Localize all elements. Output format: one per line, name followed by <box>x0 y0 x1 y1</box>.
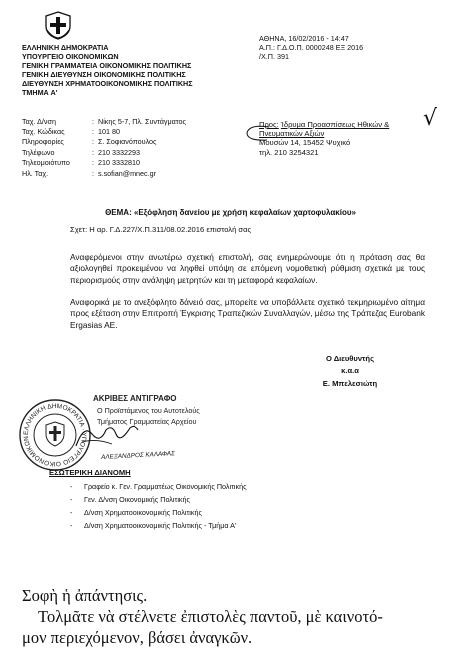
recipient-prefix: Προς: <box>259 120 279 129</box>
footer-line: μον περιεχόμενον, βάσει ἀναγκῶν. <box>22 628 253 647</box>
contact-value: 101 80 <box>98 127 120 137</box>
org-line: ΥΠΟΥΡΓΕΙΟ ΟΙΚΟΝΟΜΙΚΩΝ <box>22 52 119 61</box>
list-item: - Δ/νση Χρηματοοικονομικής Πολιτικής - Τμήμα Α' <box>70 521 237 530</box>
reference-number: /Χ.Π. 391 <box>259 52 289 61</box>
distribution-list <box>70 480 247 532</box>
footer-comment <box>22 585 383 648</box>
recipient-phone: τηλ. 210 3254321 <box>259 147 319 157</box>
handwritten-curve-icon <box>243 124 273 144</box>
contact-value: 210 3332810 <box>98 158 140 168</box>
signature-title: Ο Διευθυντής <box>325 354 375 363</box>
contact-value: 210 3332293 <box>98 147 140 157</box>
recipient-block <box>259 120 389 157</box>
contact-row: Ταχ. Κώδικας : 101 80 <box>22 127 120 137</box>
org-header <box>22 43 193 97</box>
list-item: - Γραφείο κ. Γεν. Γραμματέως Οικονομικής Πολιτικής <box>70 482 247 491</box>
contact-details <box>22 116 186 178</box>
org-line: ΓΕΝΙΚΗ ΓΡΑΜΜΑΤΕΙΑ ΟΙΚΟΝΟΜΙΚΗΣ ΠΟΛΙΤΙΚΗΣ <box>22 61 192 70</box>
protocol-block <box>259 34 363 61</box>
contact-row: Τηλεομοιότυπο : 210 3332810 <box>22 158 140 168</box>
recipient-name: Ίδρυμα Προασπίσεως Ηθικών & <box>280 120 390 129</box>
distribution-item: Δ/νση Χρηματοοικονομικής Πολιτικής <box>84 508 202 517</box>
contact-label: Τηλέφωνο <box>22 147 55 157</box>
subject-reference: Σχετ: Η αρ. Γ.Δ.227/Χ.Π.311/08.02.2016 επιστολή σας <box>70 225 252 234</box>
subject-text: «Εξόφληση δανείου με χρήση κεφαλαίων χαρτοφυλακίου» <box>133 208 356 217</box>
distribution-item: Γεν. Δ/νση Οικονομικής Πολιτικής <box>84 495 190 504</box>
contact-label: Πληροφορίες <box>22 137 64 147</box>
signature-kaa: κ.α.α <box>341 366 359 376</box>
contact-value: Σ. Σοφιανόπουλος <box>98 137 157 147</box>
body-paragraph: Αναφερόμενοι στην ανωτέρω σχετική επιστολή, σας ενημερώνουμε ότι η πρόταση σας θα αξιολογηθεί προκειμένου να ληφθεί υπόψη σε επόμενη νομοθετική ρύθμιση σχετικά με τους περιορισμούς στην ανάληψη μετρητών και τη μεταφορά κεφαλαίων. <box>70 252 425 285</box>
stamp-title: ΑΚΡΙΒΕΣ ΑΝΤΙΓΡΑΦΟ <box>93 394 177 403</box>
signature-name: Ε. Μπελεσιώτη <box>322 378 378 388</box>
stamp-signer: ΑΛΕΞΑΝΔΡΟΣ ΚΑΛΑΦΑΣ <box>101 450 175 461</box>
contact-row: Ηλ. Ταχ. : s.sofian@mnec.gr <box>22 168 157 178</box>
org-line: ΕΛΛΗΝΙΚΗ ΔΗΜΟΚΡΑΤΙΑ <box>22 43 109 52</box>
protocol-number: Α.Π.: Γ.Δ.Ο.Π. 0000248 ΕΞ 2016 <box>259 43 364 52</box>
distribution-item: Δ/νση Χρηματοοικονομικής Πολιτικής - Τμήμα Α' <box>84 521 237 530</box>
recipient-address: Μουσών 14, 15452 Ψυχικό <box>259 138 351 148</box>
contact-row: Πληροφορίες : Σ. Σοφιανόπουλος <box>22 137 157 147</box>
contact-value: s.sofian@mnec.gr <box>98 168 157 178</box>
stamp-line: Τμήματος Γραμματείας Αρχείου <box>97 417 197 426</box>
distribution-title: ΕΣΩΤΕΡΙΚΗ ΔΙΑΝΟΜΗ <box>49 468 131 477</box>
list-item: - Δ/νση Χρηματοοικονομικής Πολιτικής <box>70 508 202 517</box>
handwritten-signature-icon <box>72 420 142 452</box>
stamp-line: Ο Προϊστάμενος του Αυτοτελούς <box>97 406 200 415</box>
recipient-name-line2: Πνευματικών Αξιών <box>259 129 325 139</box>
footer-line: Τολμᾶτε νὰ στέλνετε ἐπιστολὲς παντοῦ, μὲ καινοτό- <box>38 607 383 626</box>
greek-emblem-icon <box>44 10 72 40</box>
contact-label: Τηλεομοιότυπο <box>22 158 70 168</box>
subject-label: ΘΕΜΑ: <box>105 208 132 217</box>
contact-label: Ταχ. Κώδικας <box>22 127 65 137</box>
contact-label: Ηλ. Ταχ. <box>22 168 49 178</box>
contact-value: Νίκης 5-7, Πλ. Συντάγματος <box>98 116 186 126</box>
seal-ring-text: ΕΛΛΗΝΙΚΗ ΔΗΜΟΚΡΑΤΙΑ · ΥΠΟΥΡΓΕΙΟ ΟΙΚΟΝΟΜΙΚΩΝ <box>22 402 88 468</box>
subject-line <box>0 208 461 218</box>
footer-line: Σοφὴ ἡ ἀπάντησις. <box>22 586 148 605</box>
place-date: ΑΘΗΝΑ, 16/02/2016 - 14:47 <box>259 34 349 43</box>
org-line: ΓΕΝΙΚΗ ΔΙΕΥΘΥΝΣΗ ΟΙΚΟΝΟΜΙΚΗΣ ΠΟΛΙΤΙΚΗΣ <box>22 70 186 79</box>
contact-row: Τηλέφωνο : 210 3332293 <box>22 147 140 157</box>
org-line: ΔΙΕΥΘΥΝΣΗ ΧΡΗΜΑΤΟΟΙΚΟΝΟΜΙΚΗΣ ΠΟΛΙΤΙΚΗΣ <box>22 79 193 88</box>
contact-row: Ταχ. Δ/νση : Νίκης 5-7, Πλ. Συντάγματος <box>22 116 186 126</box>
org-line: ΤΜΗΜΑ Α' <box>22 88 58 97</box>
signature-block <box>280 353 420 390</box>
checkmark-icon: √ <box>423 106 438 131</box>
contact-label: Ταχ. Δ/νση <box>22 116 56 126</box>
distribution-item: Γραφείο κ. Γεν. Γραμματέως Οικονομικής Πολιτικής <box>84 482 247 491</box>
list-item: - Γεν. Δ/νση Οικονομικής Πολιτικής <box>70 495 190 504</box>
body-paragraph: Αναφορικά με το ανεξόφλητο δάνειό σας, μπορείτε να υποβάλλετε σχετικό τεκμηριωμένο αίτημα προς εξέταση στην Επιτροπή Έγκρισης Τραπεζικών Συναλλαγών, μέσω της Τράπεζας Eurobank Ergasias AE. <box>70 297 425 330</box>
